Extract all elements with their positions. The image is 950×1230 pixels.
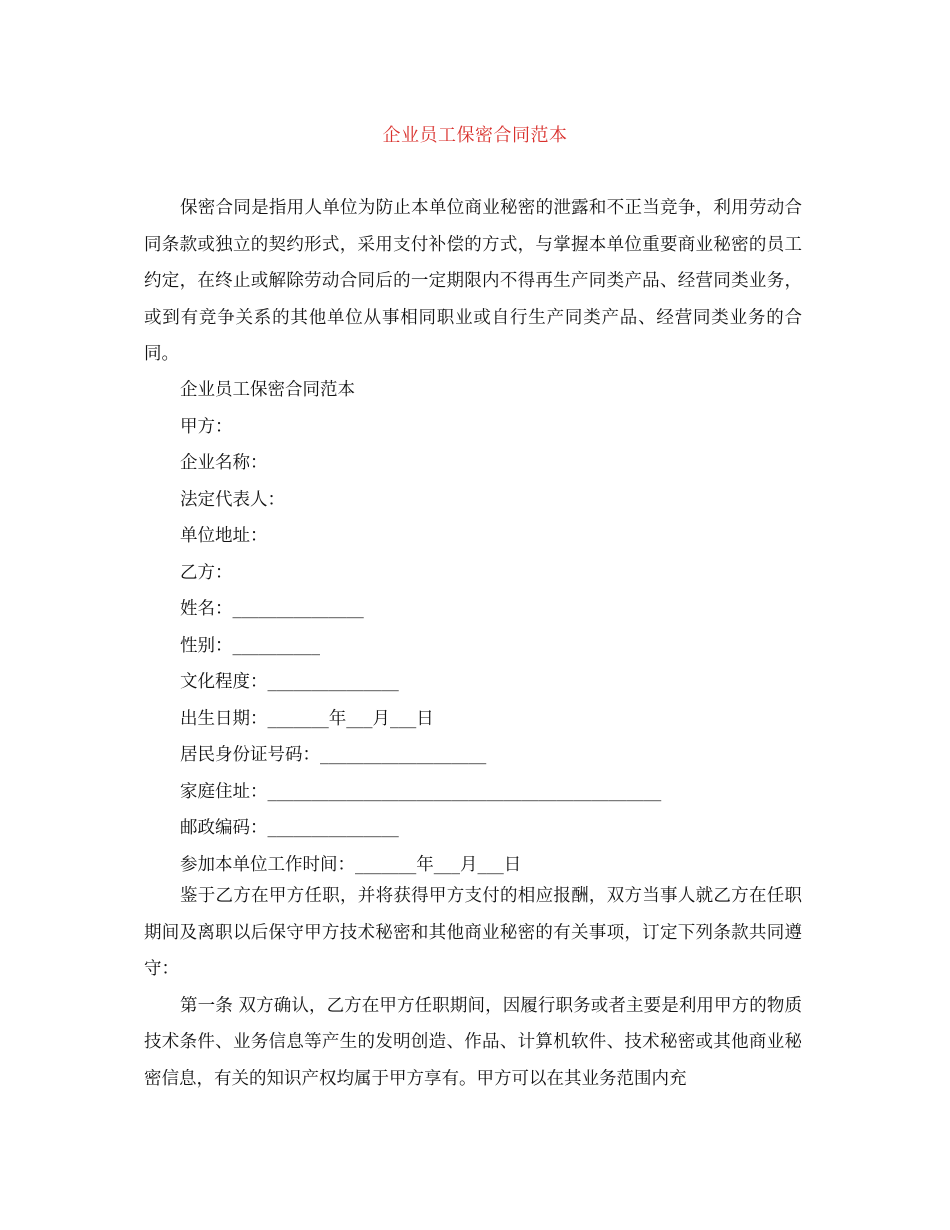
education-field: 文化程度：_______________ bbox=[180, 672, 399, 692]
clauses-section bbox=[144, 878, 802, 1097]
birth-date-field: 出生日期：_______年___月___日 bbox=[180, 708, 434, 729]
name-field: 姓名：_______________ bbox=[180, 599, 364, 619]
company-name-field: 企业名称： bbox=[180, 453, 268, 473]
party-b-label: 乙方： bbox=[180, 562, 233, 583]
contract-fields bbox=[144, 372, 802, 883]
contract-subtitle: 企业员工保密合同范本 bbox=[180, 380, 355, 400]
party-a-label: 甲方： bbox=[180, 416, 233, 437]
intro-section bbox=[144, 190, 802, 373]
company-address-field: 单位地址： bbox=[180, 526, 268, 546]
legal-rep-field: 法定代表人： bbox=[180, 489, 285, 510]
intro-paragraph: 保密合同是指用人单位为防止本单位商业秘密的泄露和不正当竞争，利用劳动合同条款或独立的契约形式，采用支付补偿的方式，与掌握本单位重要商业秘密的员工约定，在终止或解除劳动合同后的一定期限内不得再生产同类产品、经营同类业务，或到有竞争关系的其他单位从事相同职业或自行生产同类产品、经营同类业务的合同。 bbox=[144, 198, 802, 364]
document-title: 企业员工保密合同范本 bbox=[382, 125, 568, 146]
article-1-paragraph: 第一条 双方确认，乙方在甲方任职期间，因履行职务或者主要是利用甲方的物质技术条件、业务信息等产生的发明创造、作品、计算机软件、技术秘密或其他商业秘密信息，有关的知识产权均属于甲方享有。甲方可以在其业务范围内充 bbox=[144, 995, 802, 1089]
postal-code-field: 邮政编码：_______________ bbox=[180, 818, 399, 838]
gender-field: 性别：__________ bbox=[180, 635, 320, 656]
preamble-paragraph: 鉴于乙方在甲方任职，并将获得甲方支付的相应报酬，双方当事人就乙方在任职期间及离职以后保守甲方技术秘密和其他商业秘密的有关事项，订定下列条款共同遵守： bbox=[144, 886, 802, 979]
id-number-field: 居民身份证号码：___________________ bbox=[180, 745, 487, 765]
home-address-field: 家庭住址：_____________________________________________ bbox=[180, 781, 662, 802]
join-date-field: 参加本单位工作时间：_______年___月___日 bbox=[180, 854, 522, 875]
